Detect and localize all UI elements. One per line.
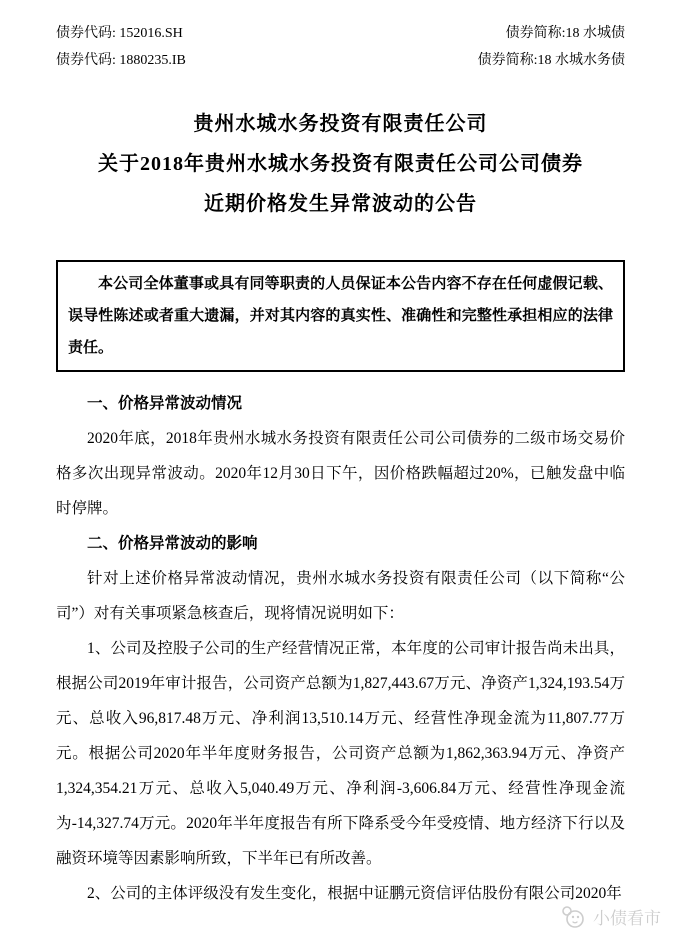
section-2-paragraph-2: 1、公司及控股子公司的生产经营情况正常，本年度的公司审计报告尚未出具，根据公司2019年审计报告，公司资产总额为1,827,443.67万元、净资产1,324,193.54万元、总收入96,817.48万元、净利润13,510.14万元、经营性净现金流为11,807.77万元。根据公司2020年半年度财务报告，公司资产总额为1,862,363.94万元、净资产1,324,354.21万元、总收入5,040.49万元、净利润-3,606.84万元、经营性净现金流为-14,327.74万元。2020年半年度报告有所下降系受今年受疫情、地方经济下行以及融资环境等因素影响所致，下半年已有所改善。: [56, 640, 625, 867]
document-title-line-3: 近期价格发生异常波动的公告: [204, 193, 477, 215]
document-body: [56, 386, 625, 911]
section-2-heading: 二、价格异常波动的影响: [87, 535, 258, 552]
header-row-2: [56, 47, 625, 74]
section-1-paragraph-1: 2020年底，2018年贵州水城水务投资有限责任公司公司债券的二级市场交易价格多次出现异常波动。2020年12月30日下午，因价格跌幅超过20%，已触发盘中临时停牌。: [56, 430, 625, 517]
document-title-line-2: 关于2018年贵州水城水务投资有限责任公司公司债券: [98, 153, 583, 175]
bond-code-1: 债券代码: 152016.SH: [56, 26, 183, 41]
bond-code-2: 债券代码: 1880235.IB: [56, 53, 186, 68]
section-1-heading: 一、价格异常波动情况: [87, 395, 243, 412]
watermark-text: 小债看市: [593, 909, 661, 928]
header-row-1: [56, 20, 625, 47]
document-title: [56, 104, 625, 224]
document-title-line-1: 贵州水城水务投资有限责任公司: [193, 113, 488, 135]
section-2-paragraph-1: 针对上述价格异常波动情况，贵州水城水务投资有限责任公司（以下简称“公司”）对有关事项紧急核查后，现将情况说明如下：: [56, 570, 625, 622]
disclaimer-text: 本公司全体董事或具有同等职责的人员保证本公告内容不存在任何虚假记载、误导性陈述或者重大遗漏，并对其内容的真实性、准确性和完整性承担相应的法律责任。: [68, 276, 613, 356]
xiaozhaikanshi-logo-icon: [561, 905, 587, 929]
bond-name-1: 债券简称:18 水城债: [505, 26, 625, 41]
watermark: [561, 904, 661, 929]
section-2-paragraph-3: 2、公司的主体评级没有发生变化，根据中证鹏元资信评估股份有限公司2020年: [87, 885, 622, 902]
bond-name-2: 债券简称:18 水城水务债: [477, 53, 625, 68]
disclaimer-box: [56, 260, 625, 372]
